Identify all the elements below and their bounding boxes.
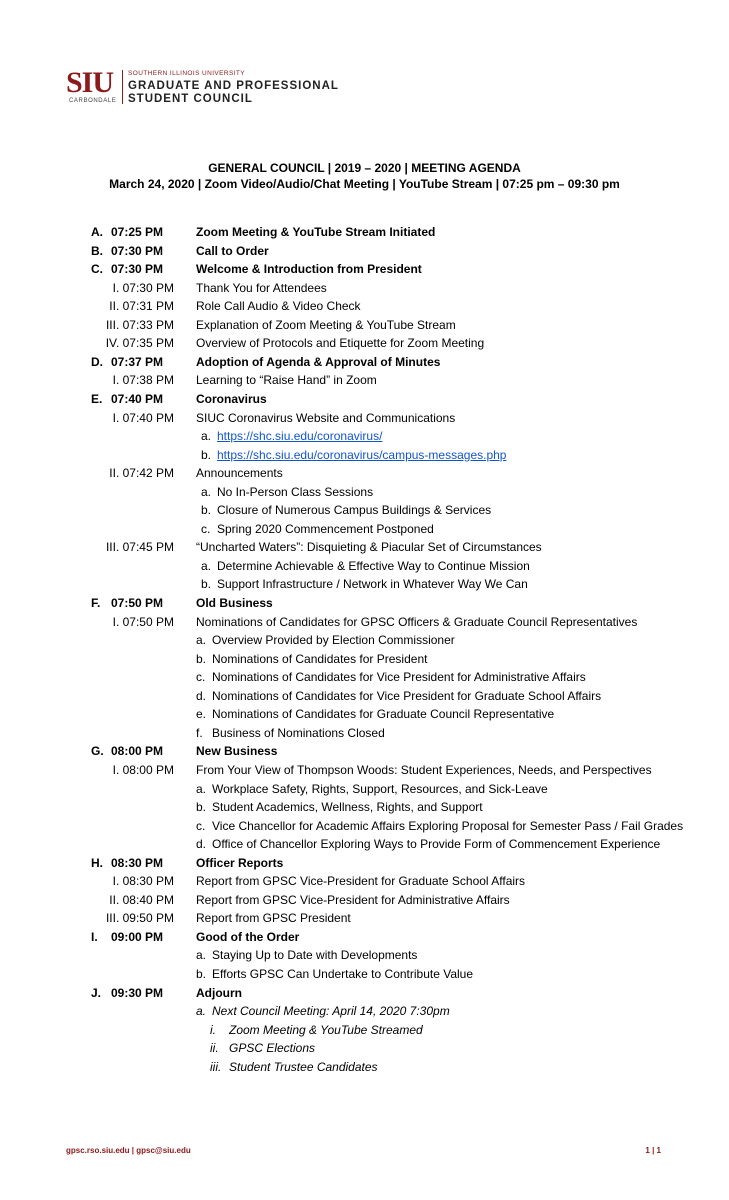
item-text: Determine Achievable & Effective Way to Continue Mission xyxy=(217,558,530,573)
agenda-title: GENERAL COUNCIL | 2019 – 2020 | MEETING AGENDA xyxy=(208,161,521,175)
item-marker: a. xyxy=(201,429,212,444)
logo-mark: SIU xyxy=(66,66,114,99)
item-text: Overview Provided by Election Commissioner xyxy=(212,633,455,648)
subitem-time: I. 07:30 PM xyxy=(112,280,174,295)
item-text: Office of Chancellor Exploring Ways to Provide Form of Commencement Experience xyxy=(212,837,661,852)
agenda-section xyxy=(0,928,729,946)
item-text: Student Trustee Candidates xyxy=(229,1059,378,1074)
item-marker: f. xyxy=(196,725,203,740)
subitem-text: SIUC Coronavirus Website and Communications xyxy=(196,410,456,425)
item-text: Support Infrastructure / Network in Whatever Way We Can xyxy=(217,577,528,592)
subitem-text: Thank You for Attendees xyxy=(196,280,327,295)
agenda-list-item xyxy=(0,705,729,723)
subitem-text: Role Call Audio & Video Check xyxy=(196,299,361,314)
item-marker: a. xyxy=(196,633,207,648)
subitem-time: II. 08:40 PM xyxy=(109,892,174,907)
agenda-list-item xyxy=(0,946,729,964)
item-text: Nominations of Candidates for President xyxy=(212,651,428,666)
subitem-time: III. 07:45 PM xyxy=(105,540,174,555)
item-text: Vice Chancellor for Academic Affairs Exploring Proposal for Semester Pass / Fail Grades xyxy=(212,818,684,833)
item-link[interactable]: https://shc.siu.edu/coronavirus/ xyxy=(217,429,383,444)
subitem-time: IV. 07:35 PM xyxy=(105,336,174,351)
subitem-text: Explanation of Zoom Meeting & YouTube Stream xyxy=(196,317,456,332)
section-letter: B. xyxy=(91,243,103,258)
section-letter: F. xyxy=(91,596,101,610)
subitem-time: III. 07:33 PM xyxy=(105,317,174,332)
section-title: Zoom Meeting & YouTube Stream Initiated xyxy=(196,225,436,239)
section-title: Officer Reports xyxy=(196,855,284,870)
subitem-text: From Your View of Thompson Woods: Student Experiences, Needs, and Perspectives xyxy=(196,762,652,777)
agenda-list-item xyxy=(0,724,729,742)
item-text: Staying Up to Date with Developments xyxy=(212,948,418,963)
subitem-time: I. 08:30 PM xyxy=(112,874,174,889)
agenda-header xyxy=(0,160,729,192)
subitem-time: II. 07:42 PM xyxy=(109,466,174,481)
agenda-list-item xyxy=(0,1039,729,1057)
agenda-section xyxy=(0,594,729,612)
subitem-text: “Uncharted Waters”: Disquieting & Piacular Set of Circumstances xyxy=(196,540,542,555)
section-letter: C. xyxy=(91,262,103,277)
item-text: Student Academics, Wellness, Rights, and Support xyxy=(212,800,483,815)
subitem-time: I. 07:40 PM xyxy=(112,410,174,425)
agenda-list-item xyxy=(0,780,729,798)
item-marker: d. xyxy=(196,688,207,703)
agenda-list-item xyxy=(0,835,729,853)
logo-divider xyxy=(122,70,123,104)
section-letter: D. xyxy=(91,354,103,369)
subitem-time: I. 07:50 PM xyxy=(112,614,174,629)
section-time: 07:30 PM xyxy=(111,262,164,277)
agenda-list-item xyxy=(0,687,729,705)
agenda-list-item xyxy=(0,483,729,501)
section-title: Welcome & Introduction from President xyxy=(196,262,422,277)
item-link[interactable]: https://shc.siu.edu/coronavirus/campus-messages.php xyxy=(217,447,507,462)
logo-university: SOUTHERN ILLINOIS UNIVERSITY xyxy=(128,70,246,77)
agenda-section xyxy=(0,223,729,241)
agenda-list-item xyxy=(0,1058,729,1076)
subitem-text: Announcements xyxy=(196,466,283,481)
item-text: Workplace Safety, Rights, Support, Resources, and Sick-Leave xyxy=(212,781,548,796)
section-time: 07:25 PM xyxy=(111,225,164,239)
subitem-text: Learning to “Raise Hand” in Zoom xyxy=(196,373,377,388)
item-marker: e. xyxy=(196,707,207,722)
logo-line-1: GRADUATE AND PROFESSIONAL xyxy=(128,80,339,92)
section-time: 07:50 PM xyxy=(111,596,164,610)
item-text: Efforts GPSC Can Undertake to Contribute Value xyxy=(212,967,474,981)
agenda-list-item xyxy=(0,631,729,649)
item-marker: b. xyxy=(196,967,207,981)
section-time: 08:30 PM xyxy=(111,855,164,870)
item-marker: a. xyxy=(196,948,207,963)
section-title: Adjourn xyxy=(196,985,242,1000)
agenda-subtitle: March 24, 2020 | Zoom Video/Audio/Chat Meeting | YouTube Stream | 07:25 pm – 09:30 pm xyxy=(109,177,620,191)
agenda-subitem xyxy=(0,464,729,482)
logo-campus: CARBONDALE xyxy=(69,98,117,104)
subitem-text: Report from GPSC President xyxy=(196,911,351,926)
item-marker: ii. xyxy=(210,1041,219,1056)
item-marker: c. xyxy=(201,521,211,536)
section-title: Old Business xyxy=(196,596,273,610)
agenda-list-item xyxy=(0,650,729,668)
agenda-subitem xyxy=(0,371,729,389)
item-text: GPSC Elections xyxy=(229,1041,316,1056)
agenda-subitem xyxy=(0,891,729,909)
item-marker: d. xyxy=(196,837,207,852)
section-title: Adoption of Agenda & Approval of Minutes xyxy=(196,354,441,369)
agenda-subitem xyxy=(0,613,729,631)
item-text: Business of Nominations Closed xyxy=(212,725,385,740)
section-letter: G. xyxy=(91,744,104,759)
agenda-list-item xyxy=(0,501,729,519)
subitem-text: Report from GPSC Vice-President for Graduate School Affairs xyxy=(196,874,526,889)
subitem-time: II. 07:31 PM xyxy=(109,299,174,314)
section-time: 09:00 PM xyxy=(111,929,164,944)
agenda-list-item xyxy=(0,965,729,983)
item-marker: c. xyxy=(196,818,206,833)
agenda-section xyxy=(0,742,729,760)
section-title: Good of the Order xyxy=(196,929,300,944)
section-time: 07:30 PM xyxy=(111,243,164,258)
agenda-subitem xyxy=(0,297,729,315)
item-marker: i. xyxy=(210,1022,216,1037)
subitem-time: I. 07:38 PM xyxy=(112,373,174,388)
item-text: Nominations of Candidates for Vice President for Administrative Affairs xyxy=(212,670,586,685)
item-marker: a. xyxy=(201,484,212,499)
item-text: Nominations of Candidates for Graduate Council Representative xyxy=(212,707,555,722)
agenda-section xyxy=(0,984,729,1002)
section-letter: I. xyxy=(91,929,98,944)
item-marker: c. xyxy=(196,670,206,685)
agenda-section xyxy=(0,854,729,872)
agenda-list-item xyxy=(0,798,729,816)
agenda-section xyxy=(0,242,729,260)
section-title: Call to Order xyxy=(196,243,269,258)
item-text: No In-Person Class Sessions xyxy=(217,484,374,499)
section-time: 09:30 PM xyxy=(111,985,164,1000)
agenda-list-item xyxy=(0,1002,729,1020)
section-time: 07:37 PM xyxy=(111,354,164,369)
section-letter: A. xyxy=(91,225,103,239)
item-marker: a. xyxy=(196,1004,207,1019)
agenda-list-item xyxy=(0,575,729,593)
agenda-subitem xyxy=(0,909,729,927)
subitem-text: Nominations of Candidates for GPSC Officers & Graduate Council Representatives xyxy=(196,614,638,629)
item-marker: b. xyxy=(196,651,207,666)
subitem-time: III. 09:50 PM xyxy=(105,911,174,926)
item-text: Spring 2020 Commencement Postponed xyxy=(217,521,434,536)
agenda-list-item xyxy=(0,520,729,538)
agenda-subitem xyxy=(0,316,729,334)
section-time: 07:40 PM xyxy=(111,391,164,406)
agenda-subitem xyxy=(0,872,729,890)
agenda-subitem xyxy=(0,761,729,779)
agenda-list-item xyxy=(0,668,729,686)
subitem-text: Overview of Protocols and Etiquette for Zoom Meeting xyxy=(196,336,485,351)
agenda-list-item xyxy=(0,1021,729,1039)
item-marker: iii. xyxy=(210,1059,222,1074)
agenda-section xyxy=(0,390,729,408)
agenda-list-item xyxy=(0,427,729,445)
section-time: 08:00 PM xyxy=(111,744,164,759)
agenda-list-item xyxy=(0,557,729,575)
subitem-text: Report from GPSC Vice-President for Administrative Affairs xyxy=(196,892,510,907)
item-text: Next Council Meeting: April 14, 2020 7:30pm xyxy=(212,1004,450,1019)
section-title: New Business xyxy=(196,744,278,759)
section-letter: H. xyxy=(91,855,103,870)
item-marker: a. xyxy=(201,558,212,573)
agenda-list-item xyxy=(0,817,729,835)
item-marker: b. xyxy=(201,577,212,592)
subitem-time: I. 08:00 PM xyxy=(112,762,174,777)
footer-page-number: 1 | 1 xyxy=(645,1146,661,1155)
agenda-section xyxy=(0,260,729,278)
item-text: Zoom Meeting & YouTube Streamed xyxy=(229,1022,423,1037)
logo-line-2: STUDENT COUNCIL xyxy=(128,93,253,105)
item-marker: a. xyxy=(196,781,207,796)
footer-contact: gpsc.rso.siu.edu | gpsc@siu.edu xyxy=(66,1146,191,1155)
agenda-subitem xyxy=(0,334,729,352)
item-marker: b. xyxy=(201,447,212,462)
agenda-subitem xyxy=(0,538,729,556)
agenda-subitem xyxy=(0,279,729,297)
section-letter: J. xyxy=(91,985,102,1000)
item-text: Nominations of Candidates for Vice President for Graduate School Affairs xyxy=(212,688,602,703)
agenda-section xyxy=(0,353,729,371)
item-marker: b. xyxy=(196,800,207,815)
item-text: Closure of Numerous Campus Buildings & Services xyxy=(217,503,492,518)
agenda-list-item xyxy=(0,446,729,464)
agenda-subitem xyxy=(0,409,729,427)
section-letter: E. xyxy=(91,391,103,406)
item-marker: b. xyxy=(201,503,212,518)
section-title: Coronavirus xyxy=(196,391,267,406)
